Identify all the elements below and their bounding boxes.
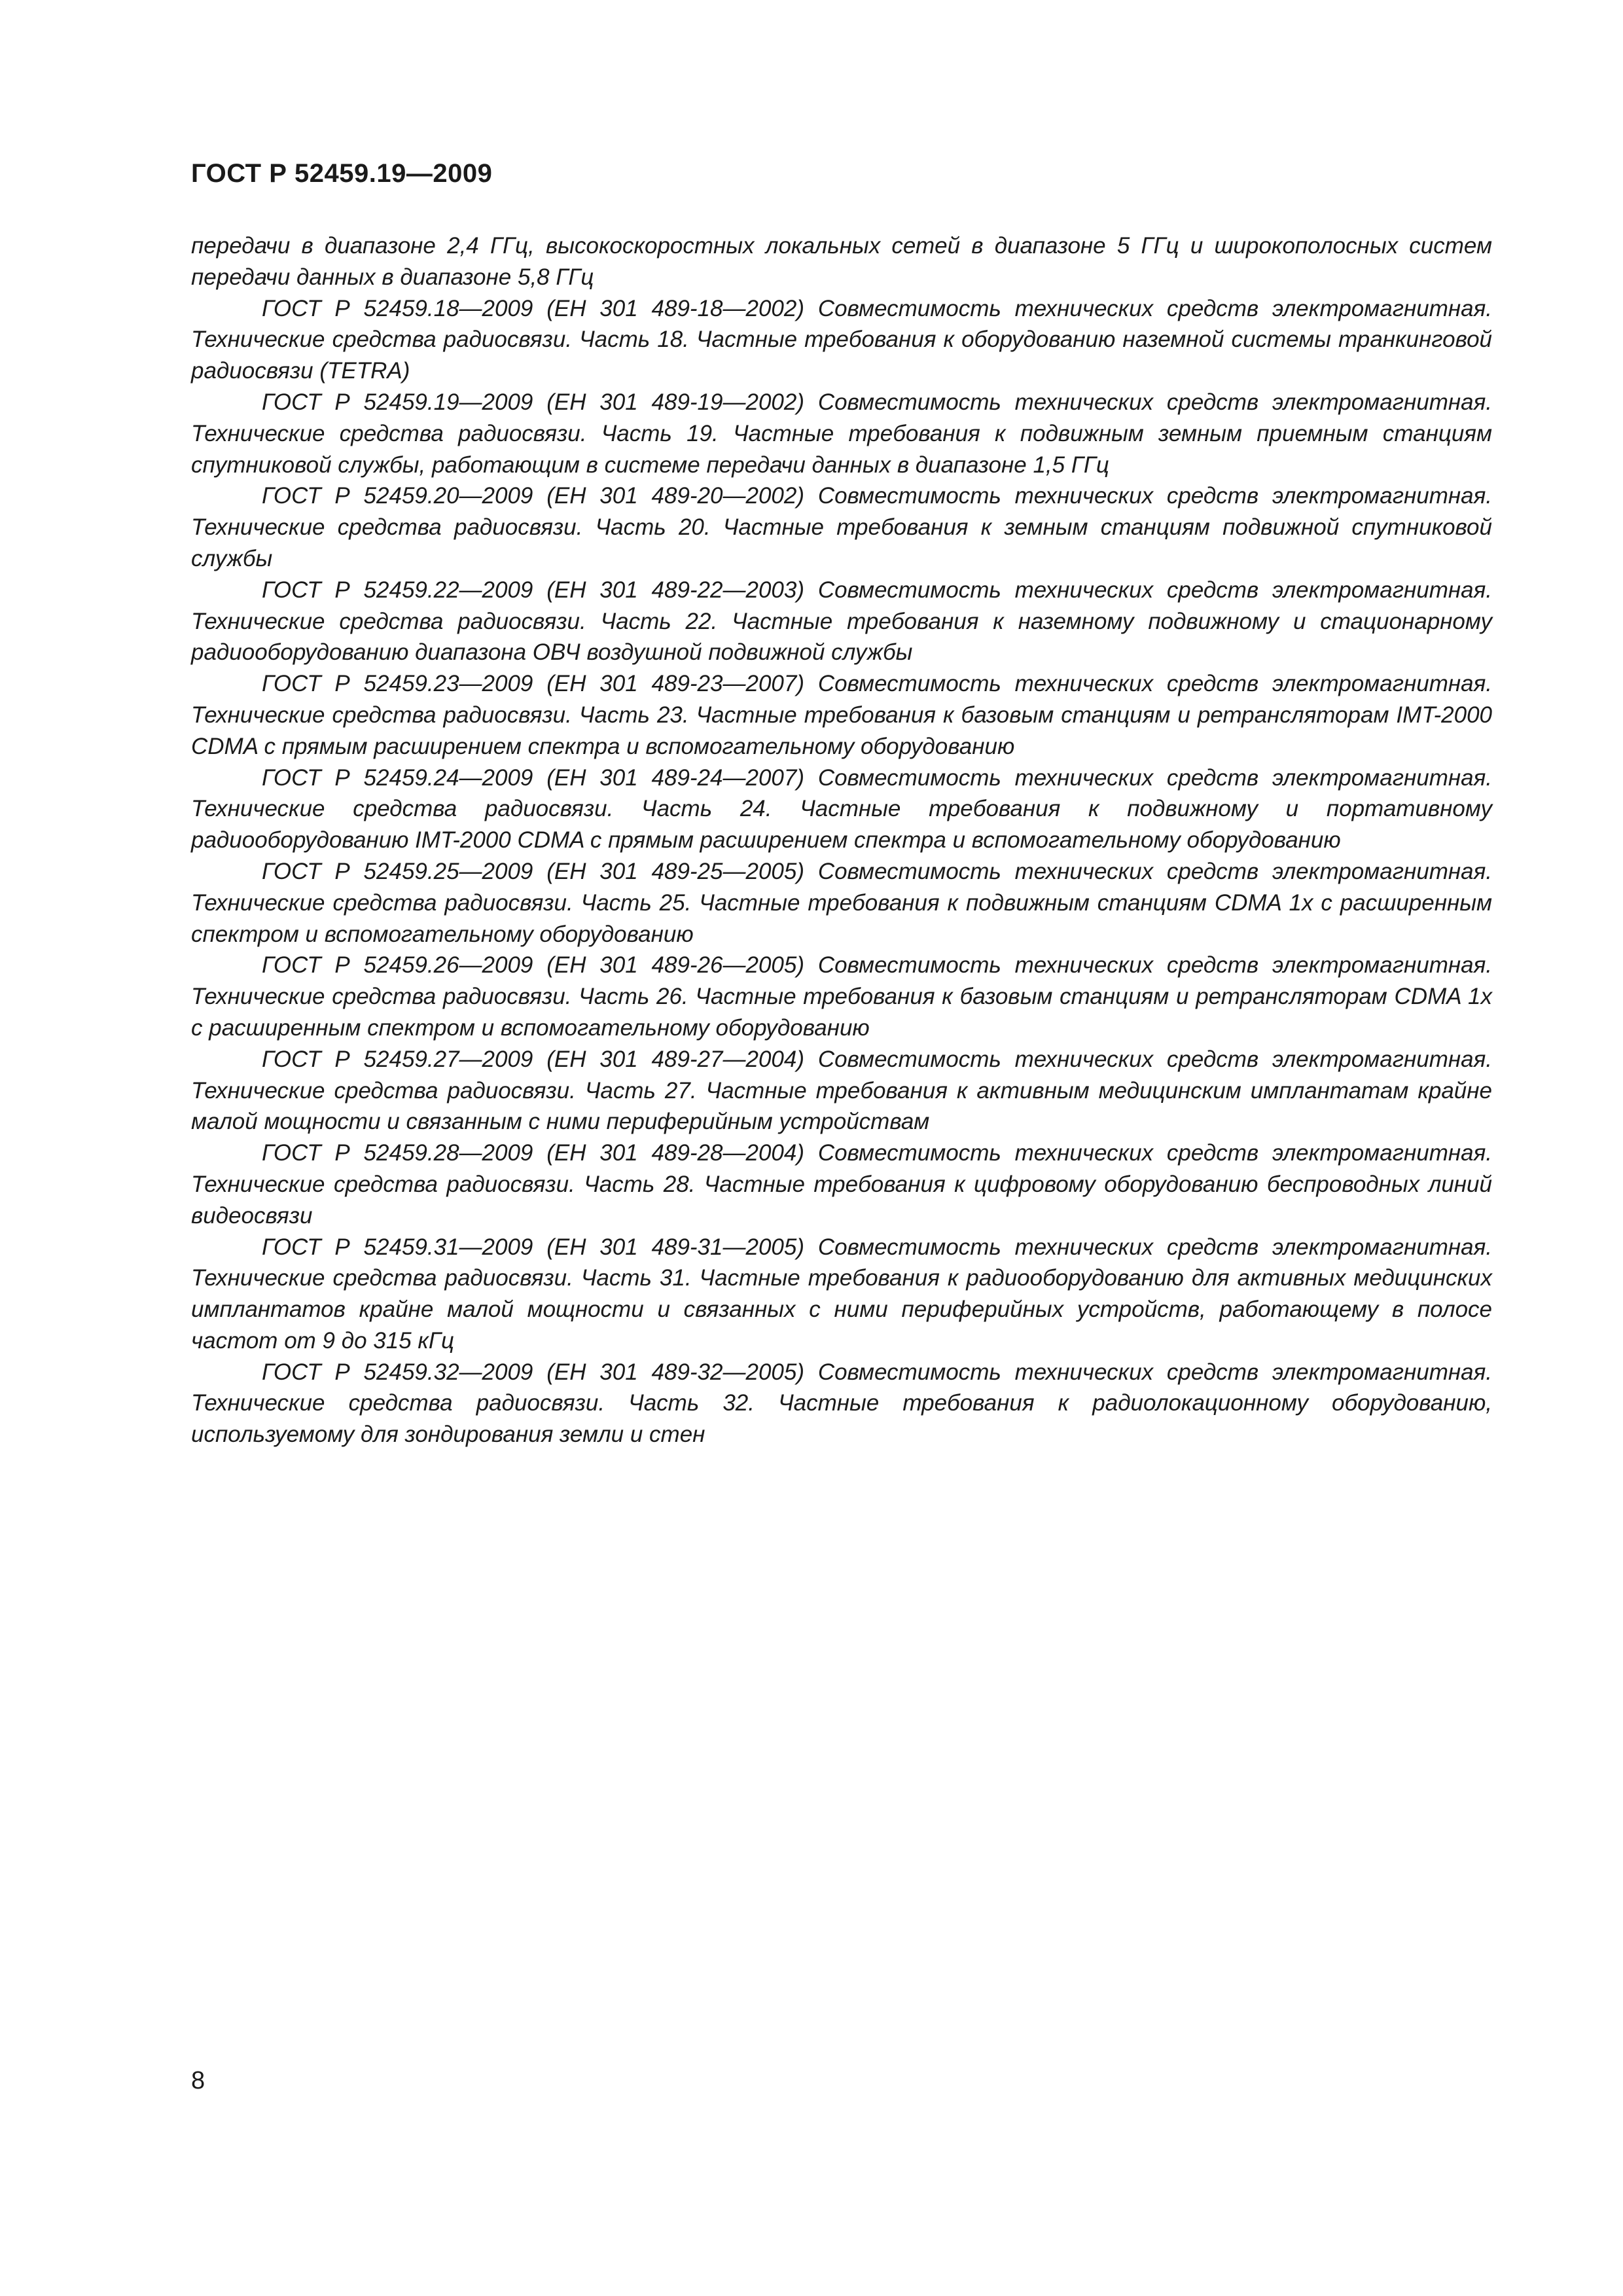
list-item: ГОСТ Р 52459.22—2009 (ЕН 301 489-22—2003) Совместимость технических средств электромагнитная. Технические средства радиосвязи. Часть 22. Частные требования к наземному подвижному и стационарному радиооборудованию диапазона ОВЧ воздушной подвижной службы — [191, 577, 1492, 666]
list-item: ГОСТ Р 52459.23—2009 (ЕН 301 489-23—2007) Совместимость технических средств электромагнитная. Технические средства радиосвязи. Часть 23. Частные требования к базовым станциям и ретрансляторам IMT-2000 CDMA с прямым расширением спектра и вспомогательному оборудованию — [191, 671, 1492, 759]
list-item: ГОСТ Р 52459.27—2009 (ЕН 301 489-27—2004) Совместимость технических средств электромагнитная. Технические средства радиосвязи. Часть 27. Частные требования к активным медицинским имплантатам крайне малой мощности и связанным с ними периферийным устройствам — [191, 1046, 1492, 1135]
list-item: ГОСТ Р 52459.31—2009 (ЕН 301 489-31—2005) Совместимость технических средств электромагнитная. Технические средства радиосвязи. Часть 31. Частные требования к радиооборудованию для активных медицинских имплантатов крайне малой мощности и связанных с ними периферийных устройств, работающему в полосе частот от 9 до 315 кГц — [191, 1234, 1492, 1354]
page-header-title: ГОСТ Р 52459.19—2009 — [191, 159, 493, 188]
list-item: ГОСТ Р 52459.26—2009 (ЕН 301 489-26—2005) Совместимость технических средств электромагнитная. Технические средства радиосвязи. Часть 26. Частные требования к базовым станциям и ретрансляторам CDMA 1х с расширенным спектром и вспомогательному оборудованию — [191, 952, 1492, 1041]
list-item: ГОСТ Р 52459.32—2009 (ЕН 301 489-32—2005) Совместимость технических средств электромагнитная. Технические средства радиосвязи. Часть 32. Частные требования к радиолокационному оборудованию, используемому для зондирования земли и стен — [191, 1359, 1492, 1448]
page-number: 8 — [191, 2067, 205, 2094]
list-item: ГОСТ Р 52459.19—2009 (ЕН 301 489-19—2002) Совместимость технических средств электромагнитная. Технические средства радиосвязи. Часть 19. Частные требования к подвижным земным приемным станциям спутниковой службы, работающим в системе передачи данных в диапазоне 1,5 ГГц — [191, 389, 1492, 478]
list-item: ГОСТ Р 52459.28—2009 (ЕН 301 489-28—2004) Совместимость технических средств электромагнитная. Технические средства радиосвязи. Часть 28. Частные требования к цифровому оборудованию беспроводных линий видеосвязи — [191, 1140, 1492, 1229]
reference-list — [191, 230, 1492, 1450]
list-item: ГОСТ Р 52459.20—2009 (ЕН 301 489-20—2002) Совместимость технических средств электромагнитная. Технические средства радиосвязи. Часть 20. Частные требования к земным станциям подвижной спутниковой службы — [191, 483, 1492, 571]
list-item: ГОСТ Р 52459.25—2009 (ЕН 301 489-25—2005) Совместимость технических средств электромагнитная. Технические средства радиосвязи. Часть 25. Частные требования к подвижным станциям CDMA 1х с расширенным спектром и вспомогательному оборудованию — [191, 858, 1492, 947]
list-item-continuation: передачи в диапазоне 2,4 ГГц, высокоскоростных локальных сетей в диапазоне 5 ГГц и широкополосных систем передачи данных в диапазоне 5,8 ГГц — [191, 233, 1492, 290]
list-item: ГОСТ Р 52459.18—2009 (ЕН 301 489-18—2002) Совместимость технических средств электромагнитная. Технические средства радиосвязи. Часть 18. Частные требования к оборудованию наземной системы транкинговой радиосвязи (TETRA) — [191, 295, 1492, 384]
list-item: ГОСТ Р 52459.24—2009 (ЕН 301 489-24—2007) Совместимость технических средств электромагнитная. Технические средства радиосвязи. Часть 24. Частные требования к подвижному и портативному радиооборудованию IMT-2000 CDMA с прямым расширением спектра и вспомогательному оборудованию — [191, 764, 1492, 853]
